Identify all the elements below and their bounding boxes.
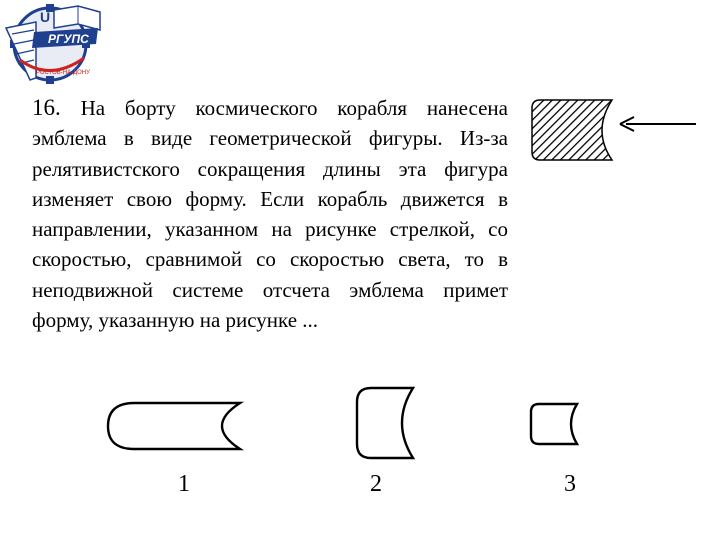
svg-text:U: U [40, 9, 51, 25]
option-3-label: 3 [564, 471, 576, 497]
option-2-figure[interactable] [353, 384, 423, 462]
hatched-emblem [532, 100, 612, 160]
arrow-left-icon [620, 117, 696, 131]
question-text: На борту космического корабля нанесена эмблема в виде геометрической фигуры. Из-за релятивистского сокращения длины эта фигура изменяет свою форму. Если корабль движется в направлении, указанном на рисунке стрелкой, со скоростью, сравнимой со скоростью света, то в неподвижной системе отсчета эмблема примет форму, указанную на рисунке ... [32, 96, 508, 333]
option-2-label: 2 [370, 471, 382, 497]
university-logo [0, 0, 110, 85]
logo-text: РГУПС [48, 32, 89, 46]
question-text-block [32, 93, 508, 335]
option-1-label: 1 [178, 471, 190, 497]
emblem-figure [528, 98, 698, 168]
option-3-figure[interactable] [527, 400, 583, 448]
logo-subtext: РОСТОВ-НА-ДОНУ [36, 70, 90, 76]
question-number: 16. [32, 95, 61, 120]
option-1-figure[interactable] [104, 397, 254, 455]
